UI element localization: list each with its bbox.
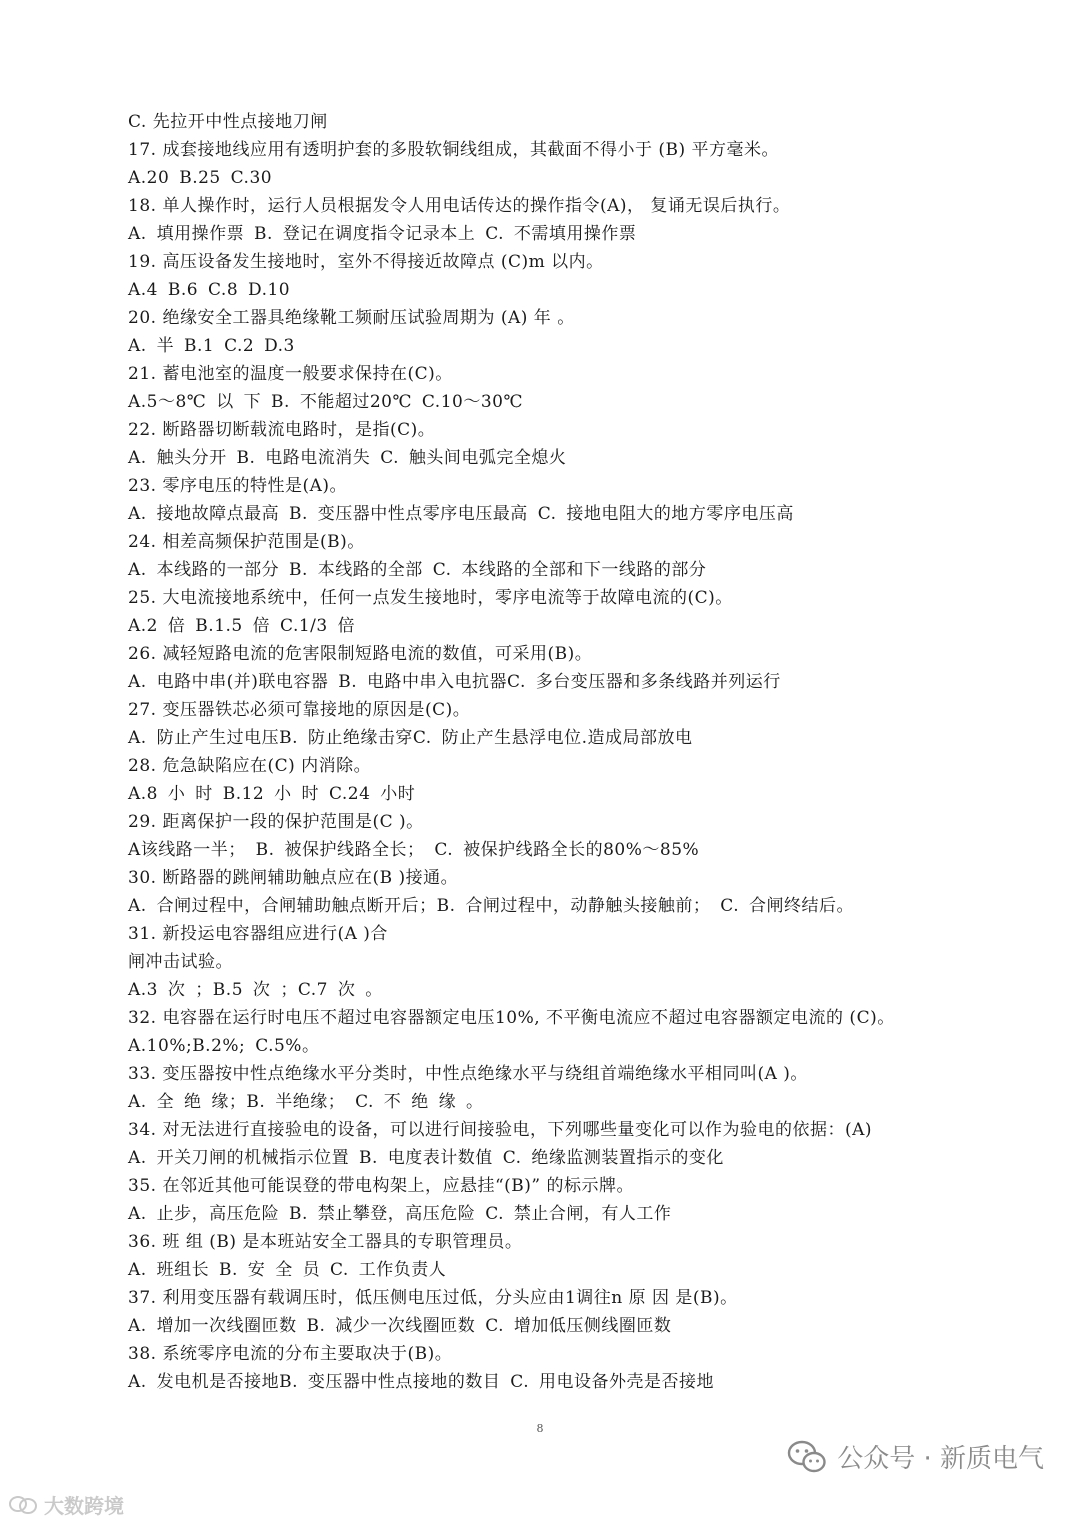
options-33: A. 全 绝 缘；B. 半绝缘； C. 不 绝 缘 。 <box>128 1092 484 1112</box>
question-32: 32. 电容器在运行时电压不超过电容器额定电压10%, 不平衡电流应不超过电容器额定电流的 (C)。 <box>128 1008 895 1028</box>
question-25: 25. 大电流接地系统中，任何一点发生接地时，零序电流等于故障电流的(C)。 <box>128 588 733 608</box>
question-35: 35. 在邻近其他可能误登的带电构架上，应悬挂“(B)” 的标示牌。 <box>128 1176 634 1196</box>
options-23: A. 接地故障点最高 B. 变压器中性点零序电压最高 C. 接地电阻大的地方零序电压高 <box>128 504 794 524</box>
question-19: 19. 高压设备发生接地时，室外不得接近故障点 (C)m 以内。 <box>128 252 604 272</box>
options-19: A.4 B.6 C.8 D.10 <box>128 280 291 300</box>
question-20: 20. 绝缘安全工器具绝缘靴工频耐压试验周期为 (A) 年 。 <box>128 308 575 328</box>
question-31-continued: 闸冲击试验。 <box>128 952 233 972</box>
question-18: 18. 单人操作时，运行人员根据发令人用电话传达的操作指令(A)， 复诵无误后执行。 <box>128 196 791 216</box>
options-29: A该线路一半； B. 被保护线路全长； C. 被保护线路全长的80%～85% <box>128 840 700 860</box>
options-28: A.8 小 时 B.12 小 时 C.24 小时 <box>128 784 416 804</box>
options-38: A. 发电机是否接地B. 变压器中性点接地的数目 C. 用电设备外壳是否接地 <box>128 1372 714 1392</box>
brand-watermark <box>8 1490 124 1519</box>
question-22: 22. 断路器切断载流电路时，是指(C)。 <box>128 420 436 440</box>
options-26: A. 电路中串(并)联电容器 B. 电路中串入电抗器C. 多台变压器和多条线路并列运行 <box>128 672 781 692</box>
question-17: 17. 成套接地线应用有透明护套的多股软铜线组成，其截面不得小于 (B) 平方毫米。 <box>128 140 780 160</box>
options-22: A. 触头分开 B. 电路电流消失 C. 触头间电弧完全熄火 <box>128 448 567 468</box>
options-36: A. 班组长 B. 安 全 员 C. 工作负责人 <box>128 1260 447 1280</box>
question-23: 23. 零序电压的特性是(A)。 <box>128 476 347 496</box>
question-36: 36. 班 组 (B) 是本班站安全工器具的专职管理员。 <box>128 1232 523 1252</box>
question-30: 30. 断路器的跳闸辅助触点应在(B )接通。 <box>128 868 459 888</box>
question-33: 33. 变压器按中性点绝缘水平分类时，中性点绝缘水平与绕组首端绝缘水平相同叫(A )。 <box>128 1064 808 1084</box>
question-list <box>128 108 968 1396</box>
options-18: A. 填用操作票 B. 登记在调度指令记录本上 C. 不需填用操作票 <box>128 224 637 244</box>
options-30: A. 合闸过程中，合闸辅助触点断开后；B. 合闸过程中，动静触头接触前； C. 合闸终结后。 <box>128 896 854 916</box>
options-24: A. 本线路的一部分 B. 本线路的全部 C. 本线路的全部和下一线路的部分 <box>128 560 707 580</box>
options-35: A. 止步，高压危险 B. 禁止攀登，高压危险 C. 禁止合闸，有人工作 <box>128 1204 672 1224</box>
question-31: 31. 新投运电容器组应进行(A )合 <box>128 924 388 944</box>
options-34: A. 开关刀闸的机械指示位置 B. 电度表计数值 C. 绝缘监测装置指示的变化 <box>128 1148 724 1168</box>
question-34: 34. 对无法进行直接验电的设备，可以进行间接验电，下列哪些量变化可以作为验电的依据：(A) <box>128 1120 872 1140</box>
options-32: A.10%;B.2%; C.5%。 <box>128 1036 320 1056</box>
options-25: A.2 倍 B.1.5 倍 C.1/3 倍 <box>128 616 356 636</box>
question-28: 28. 危急缺陷应在(C) 内消除。 <box>128 756 372 776</box>
options-31: A.3 次 ；B.5 次 ；C.7 次 。 <box>128 980 383 1000</box>
options-21: A.5～8℃ 以 下 B. 不能超过20℃ C.10～30℃ <box>128 392 523 412</box>
wechat-icon <box>787 1440 827 1474</box>
options-27: A. 防止产生过电压B. 防止绝缘击穿C. 防止产生悬浮电位.造成局部放电 <box>128 728 693 748</box>
options-20: A. 半 B.1 C.2 D.3 <box>128 336 295 356</box>
question-21: 21. 蓄电池室的温度一般要求保持在(C)。 <box>128 364 453 384</box>
question-29: 29. 距离保护一段的保护范围是(C )。 <box>128 812 424 832</box>
options-17: A.20 B.25 C.30 <box>128 168 273 188</box>
text-line: C. 先拉开中性点接地刀闸 <box>128 112 328 132</box>
watermark-brand-text: 大数跨境 <box>44 1494 124 1518</box>
question-26: 26. 减轻短路电流的危害限制短路电流的数值，可采用(B)。 <box>128 644 593 664</box>
chat-bubble-icon <box>8 1494 38 1516</box>
question-38: 38. 系统零序电流的分布主要取决于(B)。 <box>128 1344 453 1364</box>
options-37: A. 增加一次线圈匝数 B. 减少一次线圈匝数 C. 增加低压侧线圈匝数 <box>128 1316 672 1336</box>
question-37: 37. 利用变压器有载调压时，低压侧电压过低，分头应由1调往n 原 因 是(B)。 <box>128 1288 738 1308</box>
wechat-account-watermark <box>787 1438 1044 1475</box>
watermark-text: 公众号 · 新质电气 <box>837 1444 1044 1474</box>
page-number: 8 <box>536 1422 544 1435</box>
question-24: 24. 相差高频保护范围是(B)。 <box>128 532 365 552</box>
question-27: 27. 变压器铁芯必须可靠接地的原因是(C)。 <box>128 700 471 720</box>
